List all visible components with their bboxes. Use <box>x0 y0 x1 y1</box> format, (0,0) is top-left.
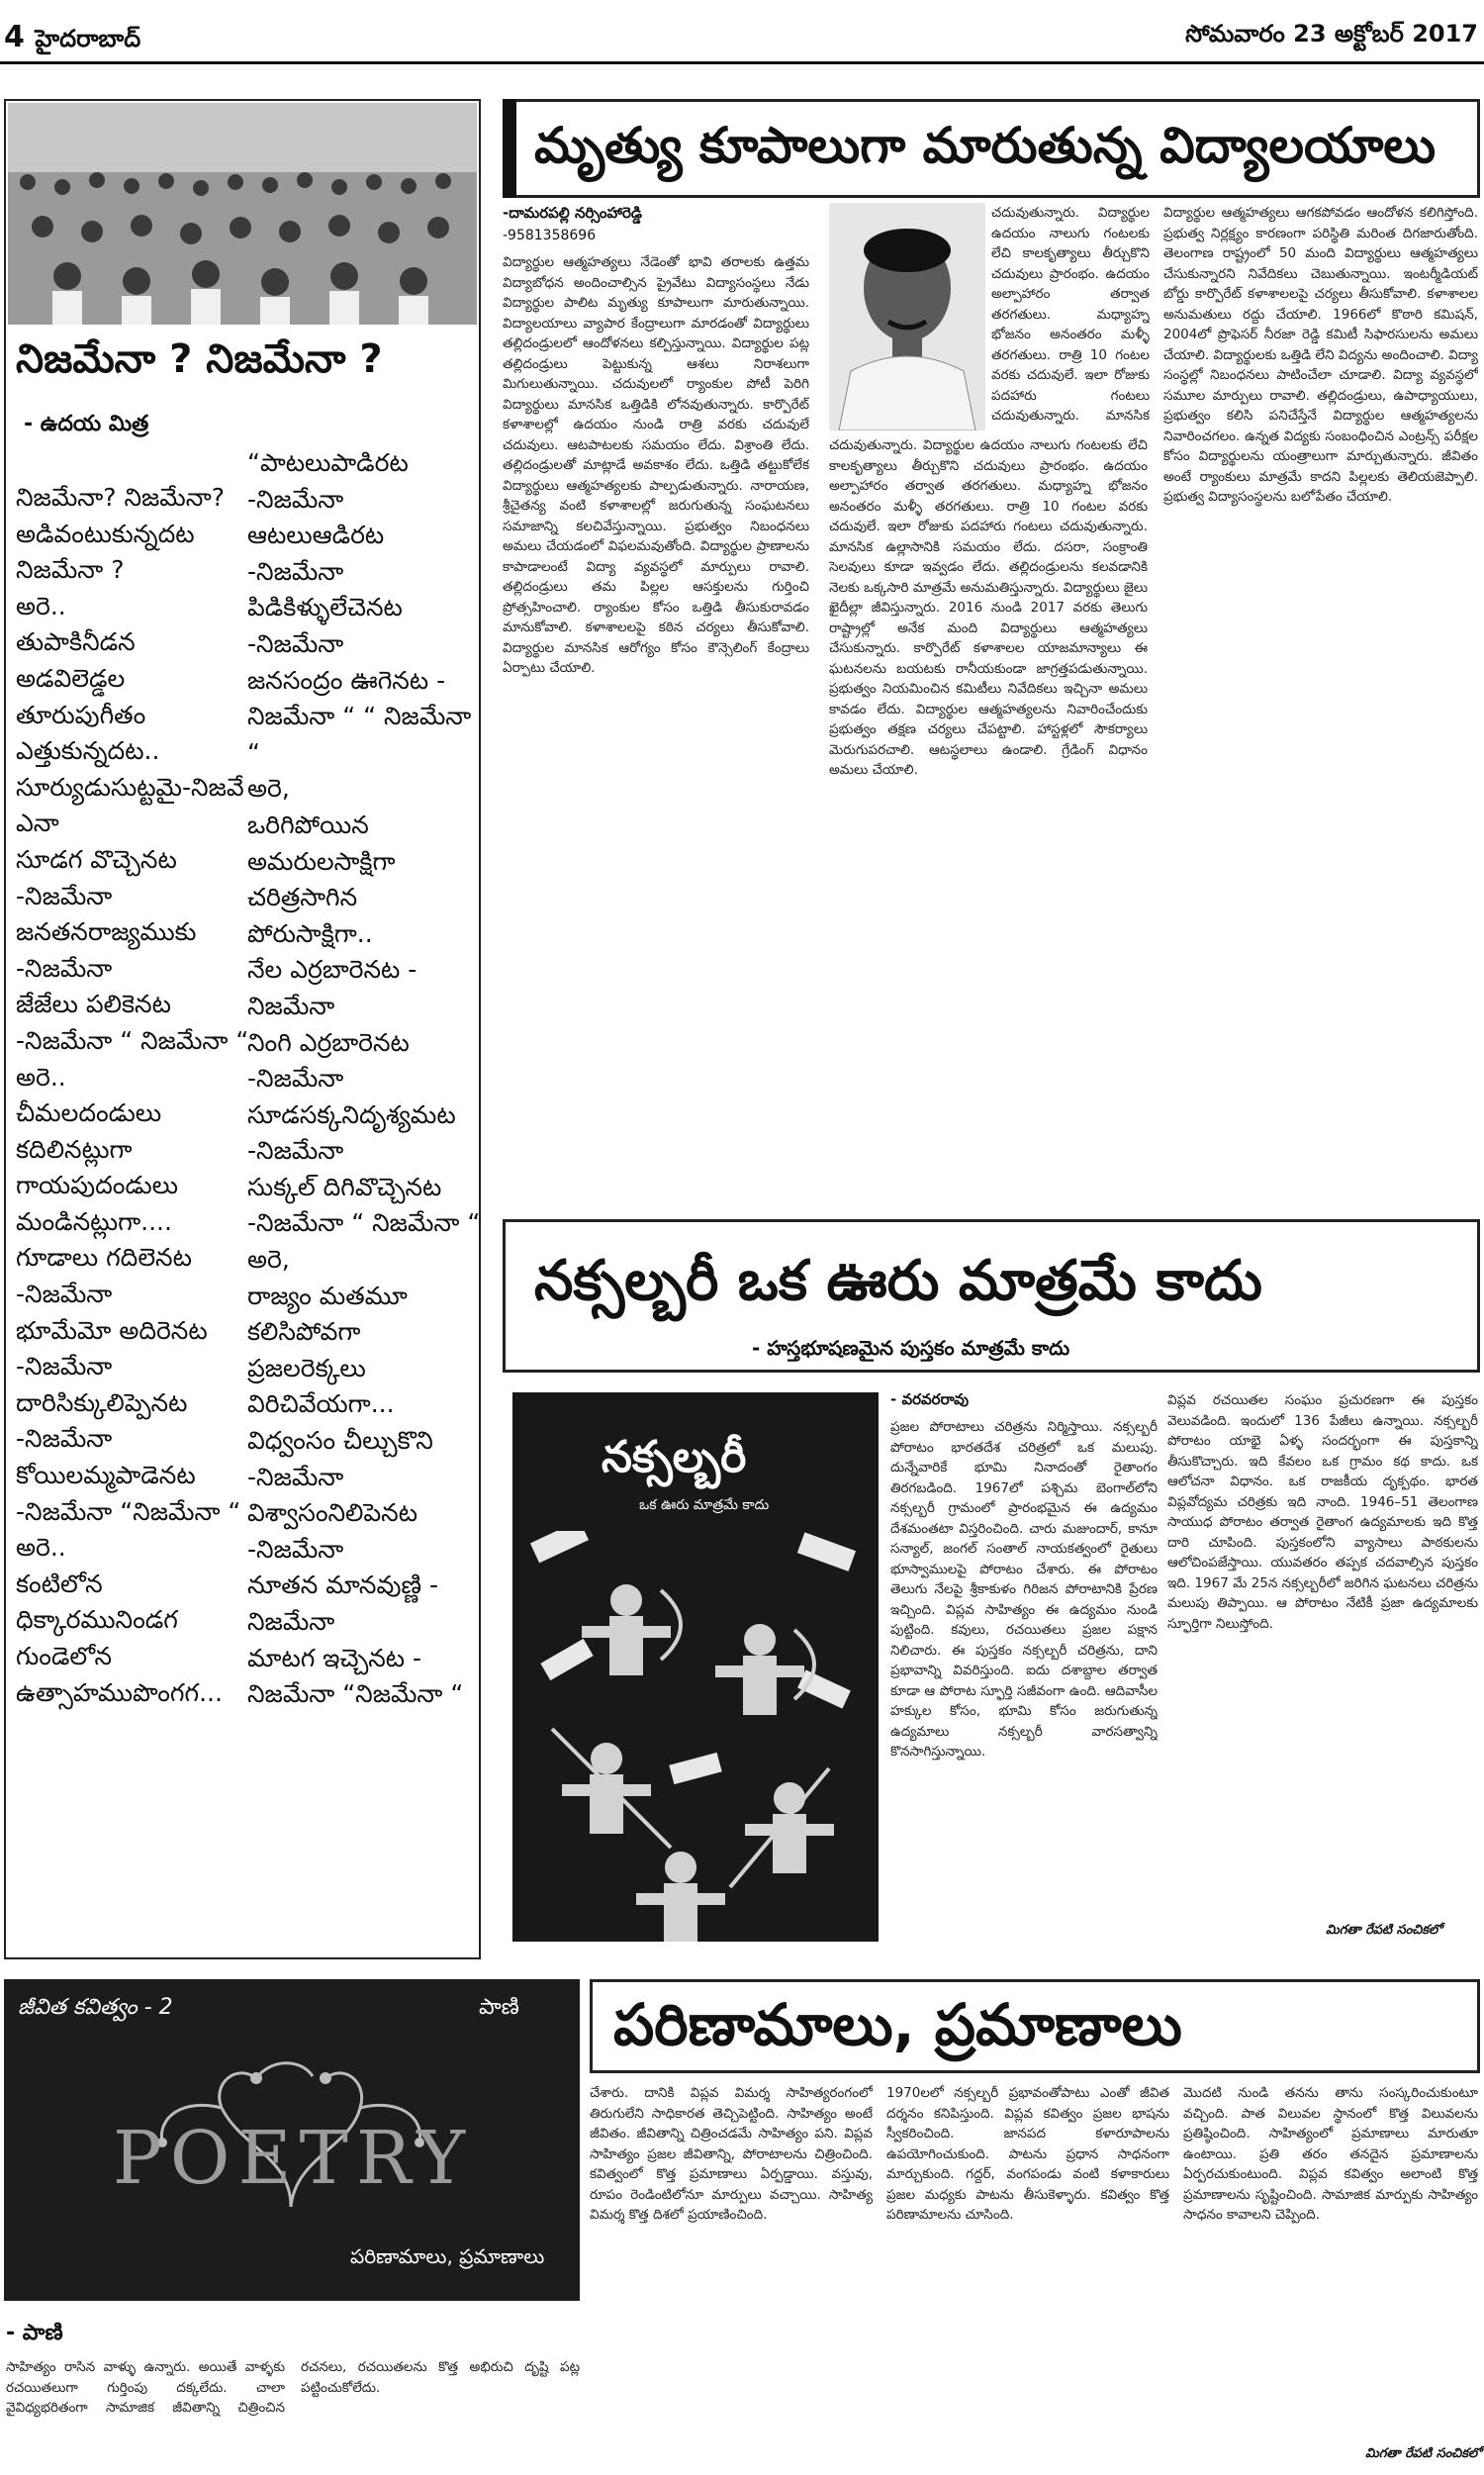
poem-line: పిడికిళ్ళులేచెనట <box>247 593 403 622</box>
poem-line: దారిసిక్కులిప్పెనట <box>16 1387 188 1417</box>
poem-line: నిజమేనా? నిజమేనా? <box>16 483 225 512</box>
poem-line: -నిజమేనా <box>16 1280 113 1309</box>
poem-line: “ <box>247 737 260 767</box>
poem-line: విరిచివేయగా... <box>247 1389 395 1419</box>
poem-line: -నిజమేనా <box>247 1136 344 1166</box>
poem-line: సూర్యుడుసుట్టమై-నిజవే <box>16 772 244 802</box>
poem-line: గుండెలోన <box>16 1642 113 1670</box>
article2-col2: విప్లవ రచయితల సంఘం ప్రచురణగా ఈ పుస్తకం వెలువడింది. ఇందులో 136 పేజీలు ఉన్నాయి. నక్సల్బరీ పోరాటం యాభై ఏళ్ళ సందర్భంగా ఈ పుస్తకాన్ని తీసుకొచ్చారు. ఇది కేవలం ఒక గ్రామం కథ కాదు. ఒక ఆలోచనా విధానం. ఒక రాజకీయ దృక్పథం. భారత విప్లవోద్యమ చరిత్రకు ఇది నాంది. 1946–51 తెలంగాణ సాయుధ పోరాటం తర్వాత రైతాంగ ఉద్యమాలకు ఇది కొత్త దారి చూపింది. పుస్తకంలోని వ్యాసాలు పాఠకులను ఆలోచింపజేస్తాయి. యువతరం తప్పక చదవాల్సిన పుస్తకం ఇది. 1967 మే 25న నక్సల్బరీలో జరిగిన ఘటనలు చరిత్రను మలుపు తిప్పాయి. ఆ పోరాటం నేటికీ ప్రజా ఉద్యమాలకు స్ఫూర్తిగా నిలుస్తోంది. <box>1167 1392 1478 1632</box>
article3-left-text: సాహిత్యం రాసిన వాళ్ళు ఉన్నారు. అయితే వాళ్ళకు రచయితలుగా గుర్తింపు దక్కలేదు. చాలా వైవిధ్యభరితంగా సామాజిక జీవితాన్ని చిత్రించిన రచనలు, రచయితలను కొత్త అభిరుచి దృష్టి పట్ల పట్టించుకోలేదు. <box>6 2359 580 2416</box>
poem-line: జనసంద్రం ఊగెనట - <box>247 665 446 695</box>
poem-line: మండినట్లుగా.... <box>16 1206 172 1236</box>
poem-column-1 <box>16 480 253 1711</box>
poem-line: -నిజమేనా <box>16 953 113 983</box>
poem-line: నిజమేనా <box>247 991 335 1020</box>
poem-line: భూమేమో అదిరెనట <box>16 1315 208 1345</box>
poem-line: జేజేలు పలికెనట <box>16 990 171 1019</box>
poem-line: -నిజమేనా <box>16 881 113 910</box>
poem-line: సూడసక్కనిదృశ్యమట <box>247 1099 456 1129</box>
poem-line: మాటగ ఇచ్చెనట - <box>247 1643 422 1672</box>
page-number: 4 <box>4 20 25 54</box>
poem-line: అడివంటుకున్నదట <box>16 519 195 548</box>
header-rule <box>0 61 1484 64</box>
poem-line: గాయపుదండులు <box>16 1171 178 1200</box>
poem-line: ఆటలుఆడిరట <box>247 521 385 550</box>
poem-line: సుక్కల్ దిగివొచ్చెనట <box>247 1172 442 1201</box>
poem-line: -నిజమేనా “ నిజమేనా “ <box>16 1025 249 1055</box>
article2-byline: - వరవరరావు <box>890 1390 970 1408</box>
article3-col3: మొదటి నుండి తనను తాను సంస్కరించుకుంటూ వచ్చింది. పాత విలువల స్థానంలో కొత్త విలువలను ప్రతిష్ఠించింది. సాహిత్యంలో ప్రమాణాలు మారుతూ ఉంటాయి. ప్రతి తరం తనదైన ప్రమాణాలను ఏర్పరచుకుంటుంది. విప్లవ కవిత్వం అలాంటి కొత్త ప్రమాణాలను సృష్టించింది. సామాజిక మార్పుకు సాహిత్యం సాధనం కావాలని చెప్పింది. <box>1183 2085 1478 2223</box>
headline-accent <box>503 99 516 198</box>
poem-line: అరె, <box>247 1245 290 1275</box>
poem-line: నేల ఎర్రబారెనట - <box>247 955 417 985</box>
poem-line: కదిలినట్లుగా <box>16 1134 133 1164</box>
article3-col1: చేశారు. దానికి విప్లవ విమర్శ సాహిత్యరంగంలో తిరుగులేని సాధికారత తెచ్చిపెట్టింది. సాహిత్యం అంటే జీవితం. జీవితాన్ని చిత్రించడమే సాహిత్యం పని. విప్లవ సాహిత్యం ప్రజల జీవితాన్ని, పోరాటాలను చిత్రించింది. కవిత్వంలో కొత్త ప్రమాణాలు ఏర్పడ్డాయి. వస్తువు, రూపం రెండింటిలోనూ మార్పులు వచ్చాయి. సాహిత్య విమర్శ కొత్త దిశలో ప్రయాణించింది. <box>590 2085 873 2223</box>
poem-line: -నిజమేనా <box>247 1064 344 1094</box>
poem-line: -నిజమేనా <box>16 1352 113 1381</box>
poem-line: నిజమేనా “ “ నిజమేనా <box>247 702 472 731</box>
poem-line: ఎత్తుకున్నదట.. <box>16 736 160 766</box>
article1-col1: విద్యార్థుల ఆత్మహత్యలు నేడెంతో భావి తరాలకు ఉత్తమ విద్యాబోధన అందించాల్సిన ప్రైవేటు విద్యాసంస్థలు నేడు విద్యార్థుల పాలిట మృత్యు కూపాలుగా మారుతున్నాయి. విద్యాలయాలు వ్యాపార కేంద్రాలుగా మారడంతో విద్యార్థులు తల్లిదండ్రులలో ఆందోళనలు కల్పిస్తున్నాయి. విద్యార్థుల పట్ల తల్లిదండ్రులు పెట్టుకున్న ఆశలు నిరాశలుగా మిగులుతున్నాయి. చదువులలో ర్యాంకుల పోటీ పెరిగి విద్యార్థులు మానసిక ఒత్తిడికి లోనవుతున్నారు. కార్పొరేట్ కళాశాలల్లో ఉదయం నుండి రాత్రి వరకు చదువులే చదువులు. ఆటపాటలకు సమయం లేదు. విశ్రాంతి లేదు. తల్లిదండ్రులతో మాట్లాడే అవకాశం లేదు. ఒత్తిడి తట్టుకోలేక విద్యార్థులు ఆత్మహత్యలకు పాల్పడుతున్నారు. నారాయణ, శ్రీచైతన్య వంటి కళాశాలల్లో జరుగుతున్న సంఘటనలు సమాజాన్ని కలచివేస్తున్నాయి. ప్రభుత్వం నిబంధనలు అమలు చేయడంలో విఫలమవుతోంది. విద్యార్థుల ప్రాణాలను కాపాడాలంటే విద్యా వ్యవస్థలో మార్పులు రావాలి. తల్లిదండ్రులు తమ పిల్లల ఆసక్తులను గుర్తించి ప్రోత్సహించాలి. ర్యాంకుల కోసం ఒత్తిడి తీసుకురావడం మానుకోవాలి. కళాశాలలపై కఠిన చర్యలు తీసుకోవాలి. విద్యార్థుల మానసిక ఆరోగ్యం కోసం కౌన్సెలింగ్ కేంద్రాలు ఏర్పాటు చేయాలి. <box>503 254 809 676</box>
poem-line: విధ్వంసం చీల్చుకొని <box>247 1426 433 1456</box>
poem-line: కోయిలమ్మపాడెనట <box>16 1461 196 1490</box>
poem-line: ఉత్సాహముపొంగగ... <box>16 1677 223 1707</box>
poem-line: గూడాలు గదిలెనట <box>16 1243 192 1273</box>
article1-col3: విద్యార్థుల ఆత్మహత్యలు ఆగకపోవడం ఆందోళన కలిగిస్తోంది. ప్రభుత్వ నిర్లక్ష్యం కారణంగా పరిస్థితి మరింత దిగజారుతోంది. తెలంగాణ రాష్ట్రంలో 50 మంది విద్యార్థులు ఆత్మహత్యలు చేసుకున్నారని నివేదికలు చెబుతున్నాయి. ఇంటర్మీడియట్ బోర్డు కార్పొరేట్ కళాశాలలపై చర్యలు తీసుకోవాలి. కళాశాలల అనుమతులు రద్దు చేయాలి. 1966లో కొఠారి కమిషన్, 2004లో ప్రొఫెసర్ నీరజా రెడ్డి కమిటీ సిఫారసులను అమలు చేయాలి. విద్యార్థులకు ఒత్తిడి లేని విద్యను అందించాలి. విద్యా సంస్థల్లో నిబంధనలు పాటించేలా చూడాలి. విద్యా వ్యవస్థలో సమూల మార్పులు రావాలి. తల్లిదండ్రులు, ఉపాధ్యాయులు, ప్రభుత్వం కలిసి పనిచేస్తేనే విద్యార్థుల ఆత్మహత్యలను నివారించగలం. ఉన్నత విద్యకు సంబంధించిన ఎంట్రన్స్ పరీక్షల కోసం విద్యార్థులను యంత్రాలుగా మార్చుతున్నారు. జీవితం అంటే ర్యాంకులు మాత్రమే కాదని పిల్లలకు తెలియజెప్పాలి. ప్రభుత్వ విద్యాసంస్థలను బలోపేతం చేయాలి. <box>1163 205 1478 505</box>
poem-line: తుపాకినీడన <box>16 627 136 657</box>
fighters-illustration <box>512 1531 879 1942</box>
poem-line: కలిసిపోవగా <box>247 1317 361 1347</box>
article2-subheadline: - హస్తభూషణమైన పుస్తకం మాత్రమే కాదు <box>752 1336 1070 1360</box>
article3-headline: పరిణామాలు, ప్రమాణాలు <box>613 1991 1182 2058</box>
page-number-city <box>4 20 140 58</box>
article1-byline: -దామరపల్లి నర్సింహారెడ్డి <box>503 204 642 222</box>
poem-line: -నిజమేనా <box>247 1462 344 1491</box>
city-label: హైదరాబాద్ <box>35 25 141 52</box>
poem-line: పోరుసాక్షిగా.. <box>247 918 373 948</box>
poem-line: -నిజమేనా <box>247 1534 344 1564</box>
section-author: పాణి <box>479 1995 519 2020</box>
poem-line: -నిజమేనా “ నిజమేనా “ <box>247 1208 481 1238</box>
poem-line: నిజమేనా “నిజమేనా “ <box>247 1679 464 1709</box>
poem-line: కంటిలోన <box>16 1569 103 1598</box>
poem-author: - ఉదయ మిత్ర <box>24 412 149 436</box>
book-subtitle: ఒక ఊరు మాత్రమే కాదు <box>639 1497 770 1513</box>
poem-line: రాజ్యం మతమూ <box>247 1281 408 1310</box>
poem-line: “పాటలుపాడిరట <box>247 448 409 477</box>
poem-line: అరె.. <box>16 591 66 620</box>
poem-line: ఒరిగిపోయిన <box>247 809 369 839</box>
poem-line: అరె.. <box>16 1062 66 1092</box>
poem-line: అరె.. <box>16 1533 66 1563</box>
image-caption: పరిణామాలు, ప్రమాణాలు <box>350 2244 545 2268</box>
article1-col2-top: చదువుతున్నారు. విద్యార్థుల ఉదయం నాలుగు గంటలకు లేచి కాలకృత్యాలు తీర్చుకొని చదువులు ప్రారంభం. ఉదయం అల్పాహారం తర్వాత తరగతులు. మధ్యాహ్న భోజనం అనంతరం మళ్ళీ తరగతులు. రాత్రి 10 గంటల వరకు చదువులే. ఇలా రోజుకు పదహారు గంటలు చదువుతున్నారు. మానసిక <box>991 205 1150 424</box>
book-title: నక్సల్బరీ <box>602 1432 747 1482</box>
protest-crowd-photo <box>8 103 477 325</box>
poem-title: నిజమేనా ? నిజమేనా ? <box>16 336 383 382</box>
poem-line: -నిజమేనా <box>16 1424 113 1454</box>
poem-line: చీమలదండులు <box>16 1098 162 1128</box>
author-portrait-photo <box>829 203 985 430</box>
poem-line: జనతనరాజ్యముకు <box>16 917 197 947</box>
poetry-image <box>4 1979 580 2301</box>
article1-headline: మృత్యు కూపాలుగా మారుతున్న విద్యాలయాలు <box>534 117 1437 174</box>
poem-line: -నిజమేనా <box>247 628 344 658</box>
article2-headline: నక్సల్బరీ ఒక ఊరు మాత్రమే కాదు <box>534 1249 1262 1313</box>
article2-continued: మిగతా రేపటి సంచికలో <box>1326 1923 1442 1938</box>
poem-line: నూతన మానవుణ్ణి - <box>247 1571 439 1600</box>
poem-line: నిజమేనా <box>247 1607 335 1636</box>
poem-line: ధిక్కారమునిండగ <box>16 1605 178 1635</box>
poem-column-2 <box>247 445 481 1713</box>
poem-line: -నిజమేనా “నిజమేనా “ <box>16 1496 241 1526</box>
poem-line: -నిజమేనా <box>247 484 344 514</box>
article1-col2: చదువుతున్నారు. విద్యార్థుల ఉదయం నాలుగు గంటలకు లేచి కాలకృత్యాలు తీర్చుకొని చదువులు ప్రారంభం. ఉదయం అల్పాహారం తర్వాత తరగతులు. మధ్యాహ్న భోజనం అనంతరం మళ్ళీ తరగతులు. రాత్రి 10 గంటల వరకు చదువులే. ఇలా రోజుకు పదహారు గంటలు చదువుతున్నారు. మానసిక ఉల్లాసానికి సమయం లేదు. దసరా, సంక్రాంతి సెలవులు కూడా ఇవ్వడం లేదు. తల్లిదండ్రులను కలవడానికి నెలకు ఒక్కసారి మాత్రమే అనుమతిస్తున్నారు. విద్యార్థులు జైలు ఖైదీల్లా జీవిస్తున్నారు. 2016 నుండి 2017 వరకు తెలుగు రాష్ట్రాల్లో అనేక మంది విద్యార్థులు ఆత్మహత్యలు చేసుకున్నారు. కార్పొరేట్ కళాశాలల యాజమాన్యాలు ఈ ఘటనలను బయటకు రానీయకుండా జాగ్రత్తపడుతున్నాయి. ప్రభుత్వం నియమించిన కమిటీలు నివేదికలు ఇచ్చినా అమలు కావడం లేదు. విద్యార్థుల ఆత్మహత్యలను నివారించేందుకు ప్రభుత్వం తక్షణ చర్యలు చేపట్టాలి. హాస్టళ్లలో సౌకర్యాలు మెరుగుపరచాలి. ఆటస్థలాలు ఉండాలి. గ్రేడింగ్ విధానం అమలు చేయాలి. <box>829 437 1148 778</box>
poetry-word: POETRY <box>113 2116 474 2201</box>
article1-phone: -9581358696 <box>503 228 597 243</box>
book-cover <box>512 1392 879 1942</box>
article3-col2: 1970లలో నక్సల్బరీ ప్రభావంతోపాటు ఎంతో జీవిత దర్శనం కనిపిస్తుంది. విప్లవ కవిత్వం ప్రజల భాషను స్వీకరించింది. జానపద కళారూపాలను ఉపయోగించుకుంది. పాటను ప్రధాన సాధనంగా మార్చుకుంది. గద్దర్, వంగపండు వంటి కళాకారులు ప్రజల మధ్యకు పాటను తీసుకెళ్ళారు. కవిత్వం కొత్త పరిణామాలను చూసింది. <box>886 2085 1169 2223</box>
poem-line: నిజమేనా ? <box>16 555 125 585</box>
poem-line: ఎనా <box>16 809 59 838</box>
poem-line: విశ్వాసంనిలిపెనట <box>247 1498 418 1528</box>
poem-line: చరిత్రసాగిన <box>247 883 358 912</box>
poem-line: అరె, <box>247 774 290 804</box>
poem-line: అమరులసాక్షిగా <box>247 846 396 876</box>
poem-line: -నిజమేనా <box>247 556 344 586</box>
article3-byline: - పాణి <box>6 2321 63 2345</box>
poem-line: తూరుపుగీతం <box>16 700 146 729</box>
poem-line: నింగి ఎర్రబారెనట <box>247 1027 410 1057</box>
issue-date: సోమవారం 23 అక్టోబర్ 2017 <box>1185 20 1478 48</box>
poem-line: ప్రజలరెక్కలు <box>247 1353 366 1382</box>
article3-continued: మిగతా రేపటి సంచికలో <box>1365 2446 1482 2461</box>
poem-line: అడవిలెడ్డల <box>16 663 126 693</box>
section-label: జీవిత కవిత్వం - 2 <box>18 1995 173 2020</box>
poem-line: సూడగ వొచ్చెనట <box>16 844 177 874</box>
article2-col1: ప్రజల పోరాటాలు చరిత్రను నిర్మిస్తాయి. నక్సల్బరీ పోరాటం భారతదేశ చరిత్రలో ఒక మలుపు. దున్నేవారికే భూమి నినాదంతో రైతాంగం తిరగబడింది. 1967లో పశ్చిమ బెంగాల్‌లోని నక్సల్బరీ గ్రామంలో ప్రారంభమైన ఈ ఉద్యమం దేశమంతటా విస్తరించింది. చారు మజుందార్, కానూ సన్యాల్, జంగల్ సంతాల్ నాయకత్వంలో రైతులు భూస్వాములపై పోరాటం చేశారు. ఈ పోరాటం తెలుగు నేలపై శ్రీకాకుళం గిరిజన పోరాటానికి ప్రేరణ ఇచ్చింది. విప్లవ సాహిత్యం ఈ ఉద్యమం నుండి పుట్టింది. కవులు, రచయితలు ప్రజల పక్షాన నిలిచారు. ఈ పుస్తకం నక్సల్బరీ చరిత్రను, దాని ప్రభావాన్ని వివరిస్తుంది. ఐదు దశాబ్దాల తర్వాత కూడా ఆ పోరాట స్ఫూర్తి సజీవంగా ఉంది. ఆదివాసీల హక్కుల కోసం, భూమి కోసం జరుగుతున్న ఉద్యమాలు నక్సల్బరీ వారసత్వాన్ని కొనసాగిస్తున్నాయి. <box>890 1419 1158 1760</box>
